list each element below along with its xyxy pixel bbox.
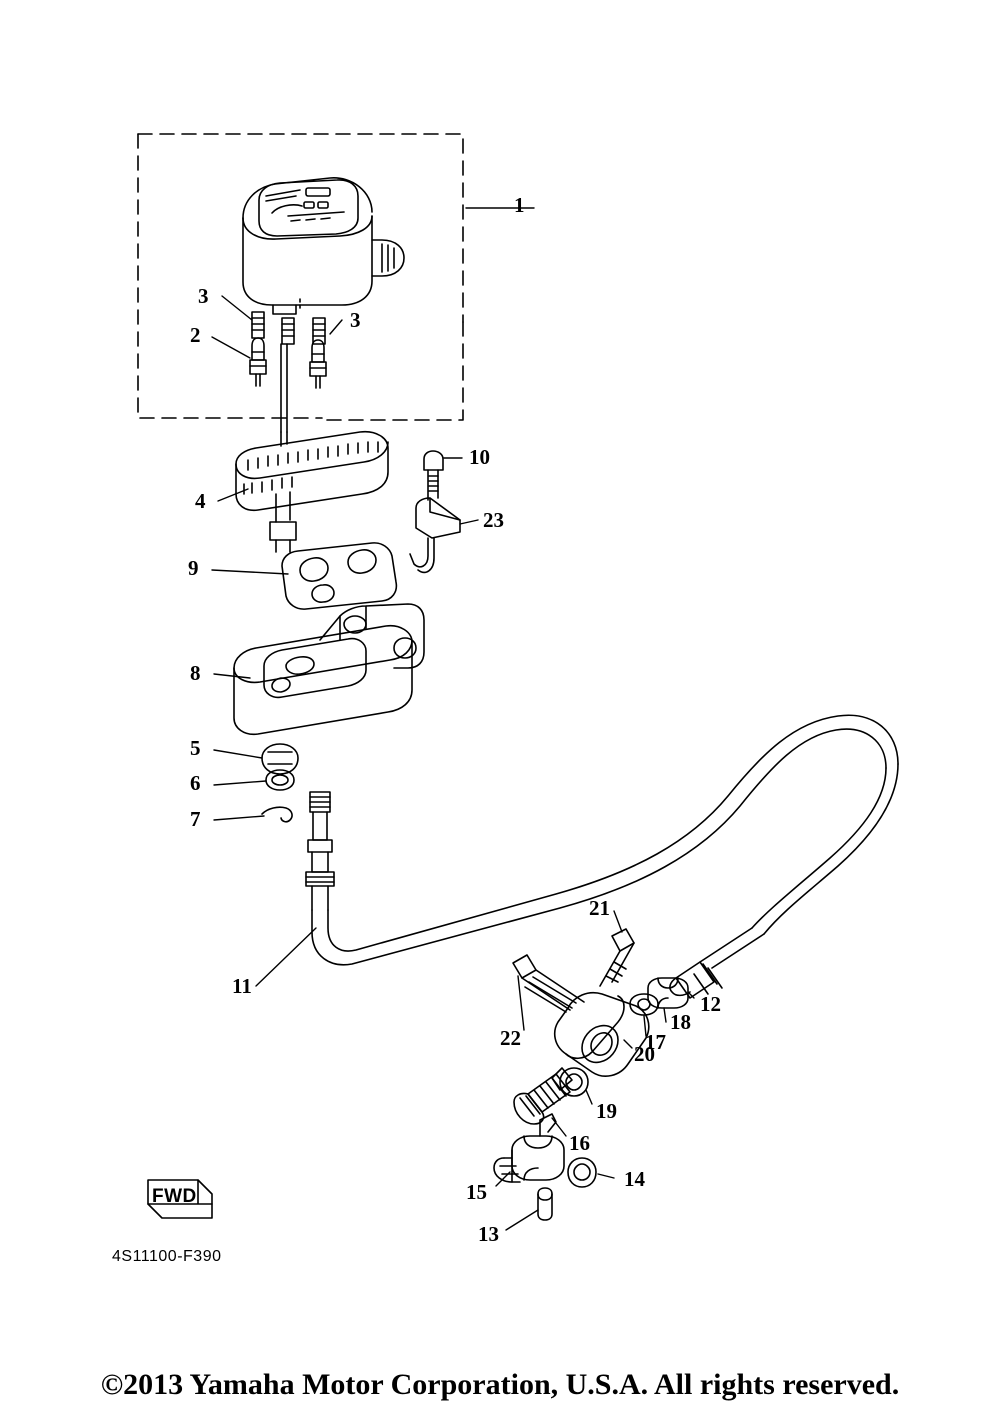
callout-4: 4 (195, 489, 206, 513)
fwd-direction-label: FWD (152, 1186, 197, 1207)
callout-9: 9 (188, 556, 199, 580)
callout-8: 8 (190, 661, 201, 685)
callout-15: 15 (466, 1180, 487, 1204)
callout-14: 14 (624, 1167, 645, 1191)
callout-6: 6 (190, 771, 201, 795)
callout-11: 11 (232, 974, 252, 998)
callout-17: 17 (645, 1030, 666, 1054)
callout-3b: 3 (350, 308, 361, 332)
callout-23: 23 (483, 508, 504, 532)
part-code-label: 4S11100-F390 (112, 1248, 222, 1265)
callout-13: 13 (478, 1222, 499, 1246)
callout-20: 20 (634, 1042, 655, 1066)
callout-12: 12 (700, 992, 721, 1016)
callout-22: 22 (500, 1026, 521, 1050)
callout-2: 2 (190, 323, 201, 347)
callout-18: 18 (670, 1010, 691, 1034)
callout-5: 5 (190, 736, 201, 760)
callout-19: 19 (596, 1099, 617, 1123)
callout-3a: 3 (198, 284, 209, 308)
copyright-notice: ©2013 Yamaha Motor Corporation, U.S.A. All rights reserved. (100, 1368, 900, 1401)
callout-10: 10 (469, 445, 490, 469)
callout-1: 1 (514, 193, 525, 217)
callout-16: 16 (569, 1131, 590, 1155)
callout-21: 21 (589, 896, 610, 920)
callout-7: 7 (190, 807, 201, 831)
